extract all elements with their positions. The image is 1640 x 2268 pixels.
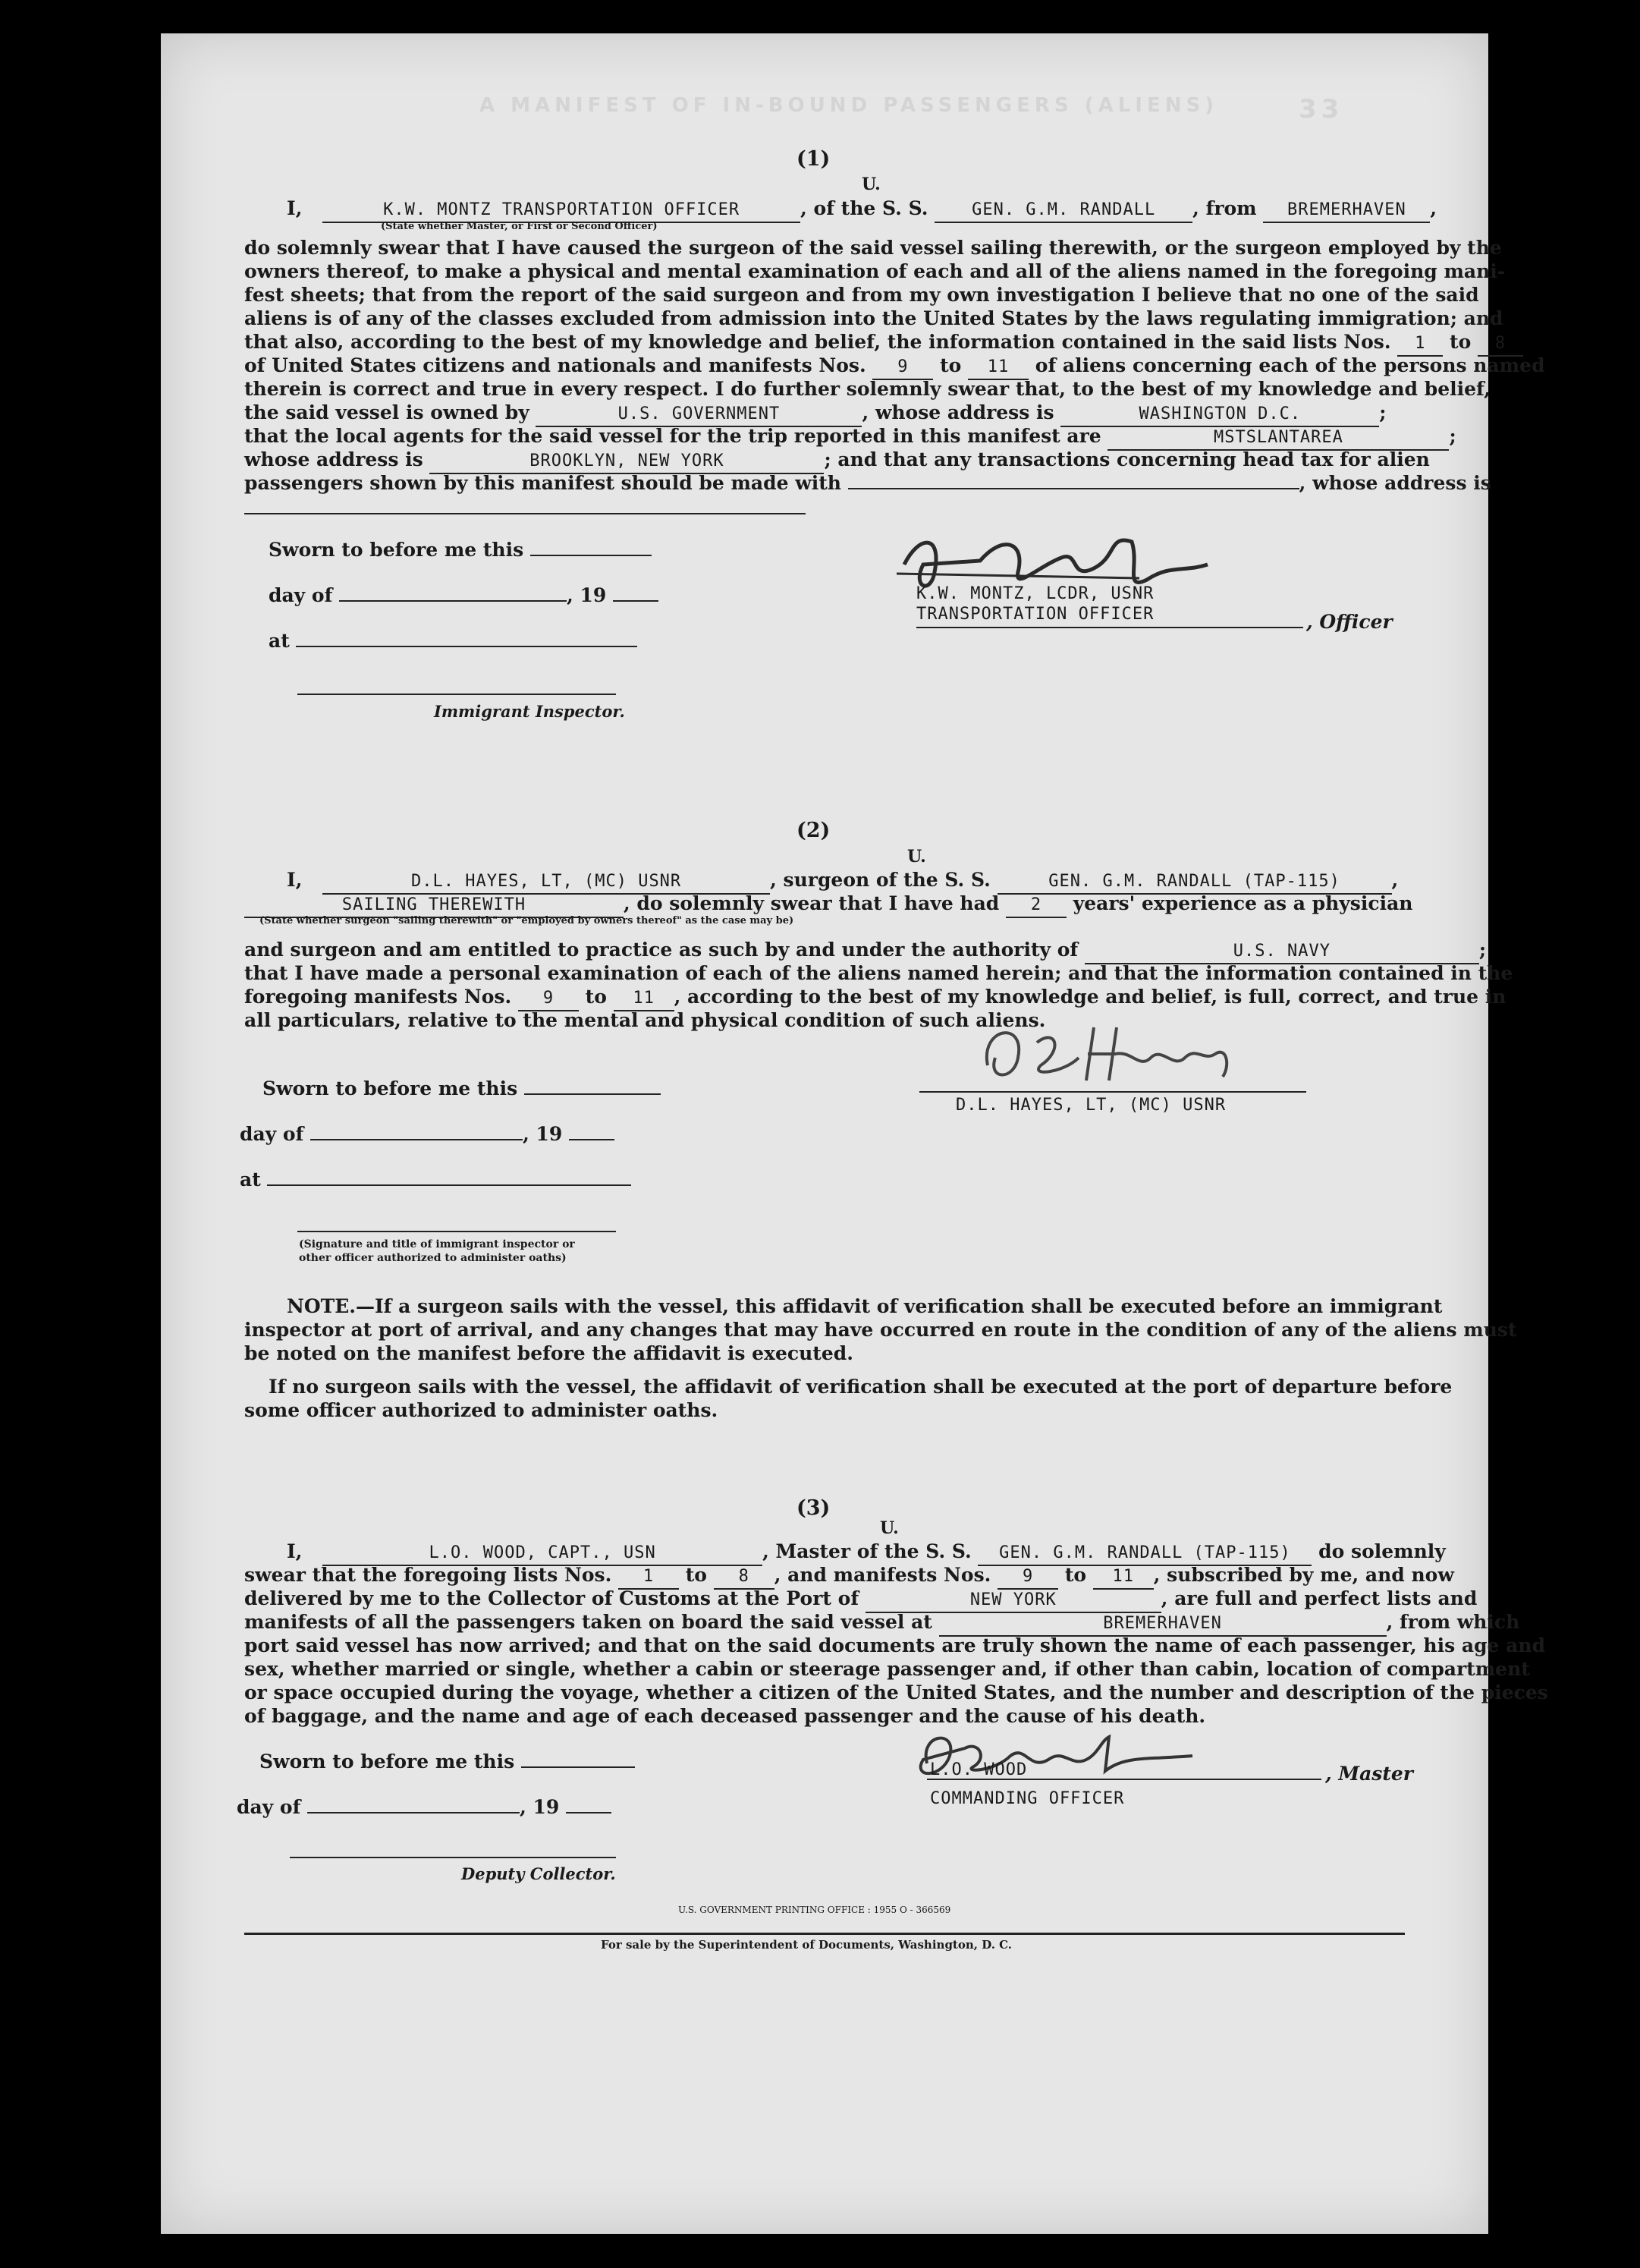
s1-agents: MSTSLANTAREA	[1107, 426, 1449, 451]
s3-l4: manifests of all the passengers taken on board the said vessel at BREMERHAVEN , from which	[244, 1610, 1519, 1637]
s2-l3: and surgeon and am entitled to practice as such by and under the authority of U.S. NAVY ;	[244, 938, 1486, 964]
section-3-number: (3)	[796, 1496, 831, 1520]
s3-port: NEW YORK	[866, 1588, 1161, 1613]
s1-l3: fest sheets; that from the report of the said surgeon and from my own investigation I believe that no one of the said	[244, 284, 1479, 306]
s2-l4: that I have made a personal examination of each of the aliens named herein; and that the information contained in the	[244, 962, 1513, 984]
s3-from-port: BREMERHAVEN	[939, 1612, 1387, 1637]
s1-l11: passengers shown by this manifest should be made with , whose address is	[244, 472, 1491, 494]
s1-address-blank	[244, 513, 806, 514]
s2-sig-hint-2: other officer authorized to administer oaths)	[299, 1252, 567, 1264]
s1-line-1: I, K.W. MONTZ TRANSPORTATION OFFICER , of the S. S. GEN. G.M. RANDALL , from BREMERHAVEN ,	[287, 197, 1437, 223]
s2-dayof: day of , 19	[240, 1122, 614, 1146]
s3-l7: or space occupied during the voyage, whether a citizen of the United States, and the number and description of the pieces	[244, 1681, 1548, 1703]
section-2-number: (2)	[796, 819, 831, 842]
s3-sworn: Sworn to before me this	[259, 1750, 635, 1773]
s1-l2: owners thereof, to make a physical and mental examination of each and all of the aliens named in the foregoing mani-	[244, 260, 1506, 282]
s3-master-typed-title: COMMANDING OFFICER	[930, 1789, 1125, 1808]
s2-line-2: SAILING THEREWITH , do solemnly swear that I have had 2 years' experience as a physician	[244, 892, 1412, 918]
s1-l7: therein is correct and true in every respect. I do further solemnly swear that, to the best of my knowledge and belief,	[244, 378, 1491, 400]
s3-vessel-name: GEN. G.M. RANDALL (TAP-115)	[978, 1541, 1312, 1566]
s1-officer-hint: (State whether Master, or First or Second Officer)	[381, 221, 658, 232]
s2-sailing: SAILING THEREWITH	[244, 893, 624, 918]
s1-owner-address: WASHINGTON D.C.	[1060, 402, 1379, 427]
section-1-number: (1)	[796, 147, 831, 171]
s2-sailing-hint: (State whether surgeon "sailing therewith" or "employed by owners thereof" as the case may be)	[259, 915, 794, 926]
s3-dayof: day of , 19	[237, 1795, 611, 1819]
s2-vessel-name: GEN. G.M. RANDALL (TAP-115)	[998, 870, 1392, 895]
s2-surgeon-typed-name: D.L. HAYES, LT, (MC) USNR	[956, 1096, 1227, 1115]
s1-vessel-name: GEN. G.M. RANDALL	[935, 198, 1192, 223]
s1-l5: that also, according to the best of my knowledge and belief, the information contained in the said lists Nos. 1 to 8	[244, 330, 1523, 357]
s1-from-port: BREMERHAVEN	[1263, 198, 1430, 223]
s1-manifests-to: 11	[968, 355, 1029, 380]
footer-rule	[244, 1933, 1405, 1935]
s1-manifests-from: 9	[872, 355, 933, 380]
s1-inspector-label: Immigrant Inspector.	[434, 702, 625, 721]
s1-lists-from: 1	[1397, 332, 1443, 357]
s1-lists-to: 8	[1478, 332, 1523, 357]
s3-l3: delivered by me to the Collector of Customs at the Port of NEW YORK , are full and perfect lists and	[244, 1587, 1477, 1613]
s2-sworn: Sworn to before me this	[262, 1077, 661, 1100]
s1-officer-label: , Officer	[1306, 611, 1393, 633]
s2-manifests-from: 9	[518, 986, 579, 1011]
s2-manifests-to: 11	[614, 986, 674, 1011]
s1-l8: the said vessel is owned by U.S. GOVERNMENT , whose address is WASHINGTON D.C. ;	[244, 401, 1387, 427]
s2-note-5: some officer authorized to administer oaths.	[244, 1399, 718, 1421]
printing-office: U.S. GOVERNMENT PRINTING OFFICE : 1955 O - 366569	[678, 1905, 951, 1915]
s3-l2: swear that the foregoing lists Nos. 1 to 8 , and manifests Nos. 9 to 11 , subscribed by me, and now	[244, 1563, 1454, 1590]
s3-master-typed-name: L.O. WOOD	[930, 1760, 1028, 1779]
s3-lists-to: 8	[714, 1565, 774, 1590]
s1-at: at	[269, 629, 637, 653]
s2-note-1: NOTE.—If a surgeon sails with the vessel, this affidavit of verification shall be executed before an immigrant	[287, 1295, 1443, 1317]
s3-lists-from: 1	[618, 1565, 679, 1590]
surgeon-signature	[965, 1012, 1253, 1096]
s2-sig-hint-1: (Signature and title of immigrant inspector or	[299, 1238, 575, 1250]
s1-l9: that the local agents for the said vessel for the trip reported in this manifest are MSTSLANTAREA ;	[244, 424, 1456, 451]
s3-l6: sex, whether married or single, whether a cabin or steerage passenger and, if other than cabin, location of compartment	[244, 1658, 1530, 1680]
s2-u-mark: U.	[907, 847, 926, 867]
s1-l10: whose address is BROOKLYN, NEW YORK ; and that any transactions concerning head tax for alien	[244, 448, 1430, 474]
s3-master-label: , Master	[1325, 1763, 1413, 1785]
s1-agent-address: BROOKLYN, NEW YORK	[429, 449, 824, 474]
s1-officer-typed-name: K.W. MONTZ, LCDR, USNR	[916, 584, 1155, 603]
s3-l8: of baggage, and the name and age of each deceased passenger and the cause of his death.	[244, 1705, 1206, 1727]
s2-note-3: be noted on the manifest before the affidavit is executed.	[244, 1342, 853, 1364]
s1-headtax-agent-blank	[848, 488, 1299, 489]
s3-master-name: L.O. WOOD, CAPT., USN	[322, 1541, 762, 1566]
ghost-number: 33	[1299, 94, 1344, 124]
s1-officer-typed-title: TRANSPORTATION OFFICER	[916, 605, 1155, 624]
s3-line-1: I, L.O. WOOD, CAPT., USN , Master of the S. S. GEN. G.M. RANDALL (TAP-115) do solemnly	[287, 1540, 1446, 1566]
s1-sworn: Sworn to before me this	[269, 538, 652, 561]
s1-dayof: day of , 19	[269, 584, 658, 607]
s1-u-mark: U.	[862, 175, 881, 194]
s1-l4: aliens is of any of the classes excluded from admission into the United States by the laws regulating immigration; and	[244, 307, 1503, 329]
s1-l6: of United States citizens and nationals and manifests Nos. 9 to 11 of aliens concerning each of the persons named	[244, 354, 1545, 380]
s3-manifests-from: 9	[998, 1565, 1058, 1590]
s2-note-4: If no surgeon sails with the vessel, the affidavit of verification shall be executed at the port of departure before	[269, 1376, 1453, 1398]
s2-inspector-line	[297, 1231, 616, 1232]
s1-owner: U.S. GOVERNMENT	[536, 402, 862, 427]
s3-manifests-to: 11	[1093, 1565, 1154, 1590]
s3-collector-line	[290, 1857, 616, 1858]
sale-notice: For sale by the Superintendent of Documents, Washington, D. C.	[601, 1938, 1013, 1952]
s2-line-1: I, D.L. HAYES, LT, (MC) USNR , surgeon of the S. S. GEN. G.M. RANDALL (TAP-115) ,	[287, 868, 1398, 895]
s1-l1: do solemnly swear that I have caused the surgeon of the said vessel sailing therewith, or the surgeon employed by the	[244, 237, 1502, 259]
s1-inspector-line	[297, 694, 616, 695]
ghost-header: A MANIFEST OF IN-BOUND PASSENGERS (ALIENS)	[479, 94, 1219, 117]
s1-officer-name: K.W. MONTZ TRANSPORTATION OFFICER	[322, 198, 800, 223]
s3-l5: port said vessel has now arrived; and that on the said documents are truly shown the name of each passenger, his age and	[244, 1634, 1546, 1656]
s2-surgeon-name: D.L. HAYES, LT, (MC) USNR	[322, 870, 770, 895]
s2-years: 2	[1006, 893, 1067, 918]
s3-collector-label: Deputy Collector.	[461, 1864, 616, 1883]
s2-authority: U.S. NAVY	[1085, 939, 1479, 964]
s2-at: at	[240, 1168, 631, 1191]
s2-l5: foregoing manifests Nos. 9 to 11 , according to the best of my knowledge and belief, is full, correct, and true in	[244, 985, 1506, 1011]
manifest-sheet	[161, 33, 1548, 2234]
s3-u-mark: U.	[880, 1518, 899, 1538]
s2-l6: all particulars, relative to the mental and physical condition of such aliens.	[244, 1009, 1046, 1031]
s2-note-2: inspector at port of arrival, and any changes that may have occurred en route in the condition of any of the aliens must	[244, 1319, 1517, 1341]
